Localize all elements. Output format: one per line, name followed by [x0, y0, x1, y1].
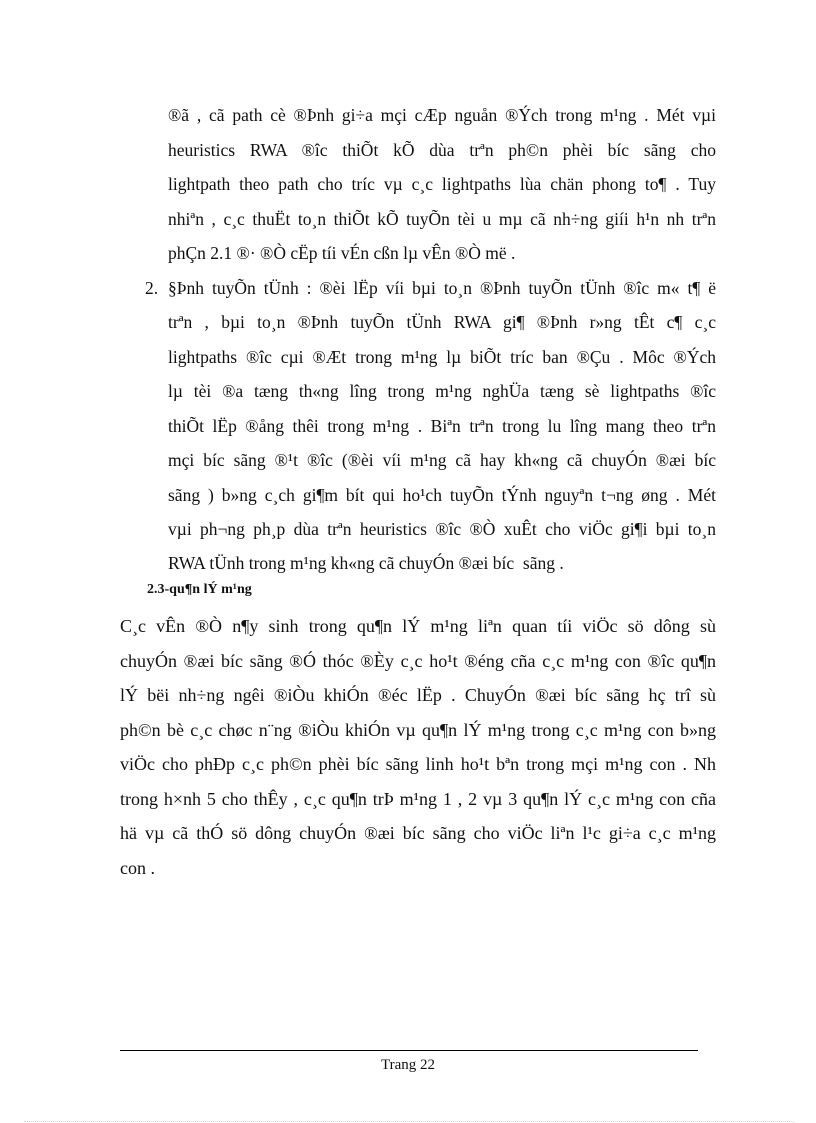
para3-line-6: trong h×nh 5 cho thÊy , c¸c qu¶n trÞ m¹ng 1 , 2 vµ 3 qu¶n lÝ c¸c m¹ng con cña — [120, 789, 716, 809]
para3-line-1: C¸c vÊn ®Ò n¶y sinh trong qu¶n lÝ m¹ng liªn quan tíi viÖc sö dông sù — [120, 616, 716, 636]
item2-line-7: sãng ) b»ng c¸ch gi¶m bít qui ho¹ch tuyÕn tÝnh nguyªn t¬ng øng . Mét — [168, 485, 716, 505]
para3-line-2: chuyÓn ®æi bíc sãng ®Ó thóc ®Èy c¸c ho¹t ®éng cña c¸c m¹ng con ®îc qu¶n — [120, 651, 716, 671]
para3-line-7: hä vµ cã thÓ sö dông chuyÓn ®æi bíc sãng cho viÖc liªn l¹c gi÷a c¸c m¹ng — [120, 823, 716, 843]
page-bottom-edge — [24, 1121, 794, 1122]
para1-line-5: phÇn 2.1 ®· ®Ò cËp tíi vÉn cßn lµ vÊn ®Ò më . — [168, 243, 516, 263]
para1-line-4: nhiªn , c¸c thuËt to¸n thiÕt kÕ tuyÕn tèi u mµ cã nh÷ng giíi h¹n nh trªn — [168, 209, 716, 229]
list-item-number: 2. — [145, 278, 159, 298]
para1-line-2: heuristics RWA ®îc thiÕt kÕ dùa trªn ph©n phèi bíc sãng cho — [168, 140, 716, 160]
item2-line-1: §Þnh tuyÕn tÜnh : ®èi lËp víi bµi to¸n ®Þnh tuyÕn tÜnh ®îc m« t¶ ë — [168, 278, 716, 298]
page-number: Trang 22 — [380, 1057, 436, 1073]
para3-line-3: lÝ bëi nh÷ng ngêi ®iÒu khiÓn ®éc lËp . ChuyÓn ®æi bíc sãng hç trî sù — [120, 685, 716, 705]
item2-line-5: thiÕt lËp ®ång thêi trong m¹ng . Biªn trªn trong lu lîng mang theo trªn — [168, 416, 716, 436]
item2-line-2: trªn , bµi to¸n ®Þnh tuyÕn tÜnh RWA gi¶ ®Þnh r»ng tÊt c¶ c¸c — [168, 312, 716, 332]
item2-line-8: vµi ph¬ng ph¸p dùa trªn heuristics ®îc ®Ò xuÊt cho viÖc gi¶i bµi to¸n — [168, 519, 716, 539]
para1-line-1: ®ã , cã path cè ®Þnh gi÷a mçi cÆp nguån ®Ých trong m¹ng . Mét vµi — [168, 105, 716, 125]
para3-line-5: viÖc cho phÐp c¸c ph©n phèi bíc sãng linh ho¹t bªn trong mçi m¹ng con . Nh — [120, 754, 716, 774]
item2-line-4: lµ tèi ®a tæng th«ng lîng trong m¹ng nghÜa tæng sè lightpaths ®îc — [168, 381, 716, 401]
item2-line-9: RWA tÜnh trong m¹ng kh«ng cã chuyÓn ®æi bíc sãng . — [168, 553, 564, 573]
item2-line-6: mçi bíc sãng ®¹t ®îc (®èi víi m¹ng cã hay kh«ng cã chuyÓn ®æi bíc — [168, 450, 716, 470]
para3-line-4: ph©n bè c¸c chøc n¨ng ®iÒu khiÓn vµ qu¶n lÝ m¹ng trong c¸c m¹ng con b»ng — [120, 720, 716, 740]
footer-divider — [120, 1050, 698, 1051]
para3-line-8: con . — [120, 858, 155, 878]
section-heading: 2.3-qu¶n lÝ m¹ng — [147, 582, 252, 597]
para1-line-3: lightpath theo path cho tríc vµ c¸c lightpaths lùa chän phong to¶ . Tuy — [168, 174, 716, 194]
item2-line-3: lightpaths ®îc cµi ®Æt trong m¹ng lµ biÕt tríc ban ®Çu . Môc ®Ých — [168, 347, 716, 367]
